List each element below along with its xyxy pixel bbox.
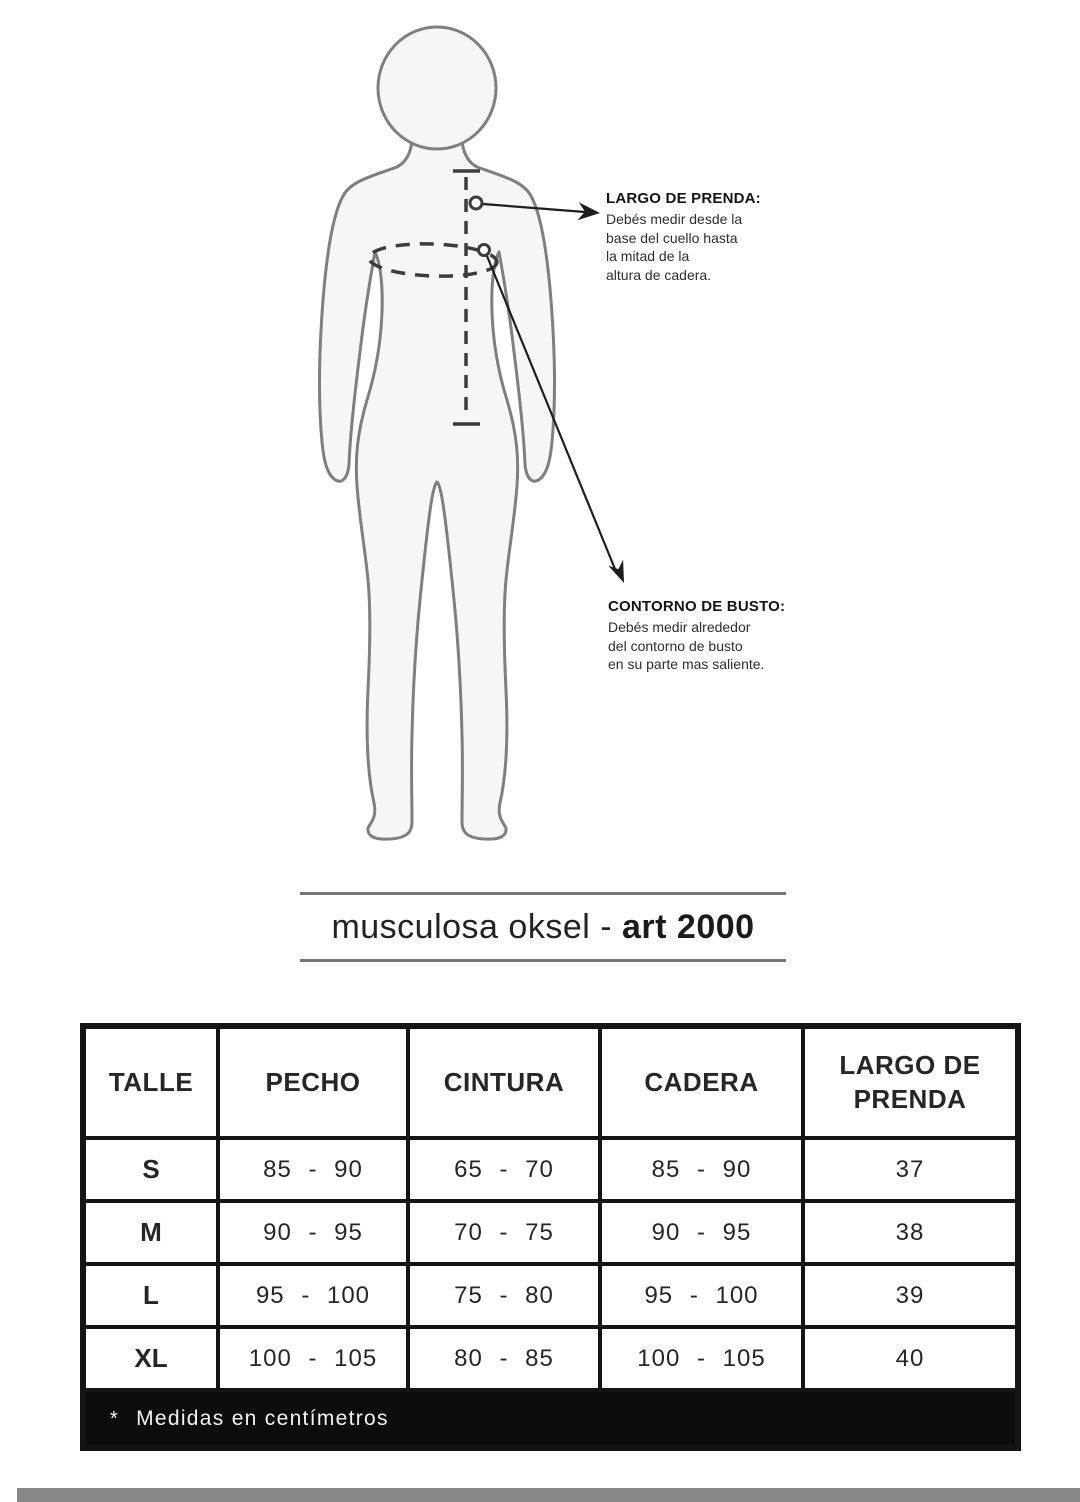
table-row-xl xyxy=(83,1327,1018,1390)
contorno-annotation-line: Debés medir alrededor xyxy=(608,619,751,635)
cell-largo: 37 xyxy=(803,1138,1018,1201)
cell-cintura: 65 - 70 xyxy=(408,1138,600,1201)
cell-talle: S xyxy=(83,1138,218,1201)
contorno-annotation-line: del contorno de busto xyxy=(608,637,743,654)
cell-largo: 38 xyxy=(803,1201,1018,1264)
cell-cintura: 75 - 80 xyxy=(408,1264,600,1327)
largo-annotation-line: altura de cadera. xyxy=(606,266,712,283)
cell-cadera: 90 - 95 xyxy=(600,1201,803,1264)
body-silhouette xyxy=(319,27,554,839)
largo-point-marker xyxy=(470,197,482,209)
cell-cintura: 70 - 75 xyxy=(408,1201,600,1264)
cell-cadera: 100 - 105 xyxy=(600,1327,803,1390)
contorno-annotation-heading: CONTORNO DE BUSTO: xyxy=(608,598,786,615)
cell-largo: 40 xyxy=(803,1327,1018,1390)
head xyxy=(378,27,496,149)
table-row-l xyxy=(83,1264,1018,1327)
table-row-m xyxy=(83,1201,1018,1264)
cell-cadera: 85 - 90 xyxy=(600,1138,803,1201)
busto-arrowhead-icon xyxy=(608,560,624,583)
header-cadera: CADERA xyxy=(600,1026,803,1138)
table-row-s xyxy=(83,1138,1018,1201)
cell-largo: 39 xyxy=(803,1264,1018,1327)
body-outline xyxy=(319,132,554,839)
table-footnote-row xyxy=(83,1390,1018,1448)
header-largo-de-prenda: LARGO DE PRENDA xyxy=(803,1026,1018,1138)
size-table-header-row xyxy=(83,1026,1018,1138)
product-title xyxy=(300,892,786,962)
header-talle: TALLE xyxy=(83,1026,218,1138)
cell-talle: XL xyxy=(83,1327,218,1390)
largo-annotation-heading: LARGO DE PRENDA: xyxy=(606,190,761,207)
footnote-asterisk: * xyxy=(110,1407,120,1430)
busto-point-marker xyxy=(479,245,490,256)
cell-talle: M xyxy=(83,1201,218,1264)
cell-pecho: 95 - 100 xyxy=(218,1264,408,1327)
contorno-annotation xyxy=(608,598,788,674)
cell-cintura: 80 - 85 xyxy=(408,1327,600,1390)
header-pecho: PECHO xyxy=(218,1026,408,1138)
largo-annotation-line: la mitad de la xyxy=(606,248,690,264)
product-article: art 2000 xyxy=(622,908,755,946)
cell-talle: L xyxy=(83,1264,218,1327)
largo-annotation-line: Debés medir desde la xyxy=(606,211,743,227)
contorno-annotation-line: en su parte mas saliente. xyxy=(608,656,765,672)
footnote-text: Medidas en centímetros xyxy=(136,1406,389,1430)
cell-pecho: 85 - 90 xyxy=(218,1138,408,1201)
product-name: musculosa oksel - xyxy=(331,908,622,946)
bottom-gray-bar xyxy=(17,1488,1080,1502)
cell-cadera: 95 - 100 xyxy=(600,1264,803,1327)
header-cintura: CINTURA xyxy=(408,1026,600,1138)
footnote-cell xyxy=(83,1390,1018,1448)
largo-annotation xyxy=(606,190,786,284)
largo-annotation-line: base del cuello hasta xyxy=(606,229,738,246)
size-table xyxy=(80,1023,1021,1451)
cell-pecho: 100 - 105 xyxy=(218,1327,408,1390)
cell-pecho: 90 - 95 xyxy=(218,1201,408,1264)
